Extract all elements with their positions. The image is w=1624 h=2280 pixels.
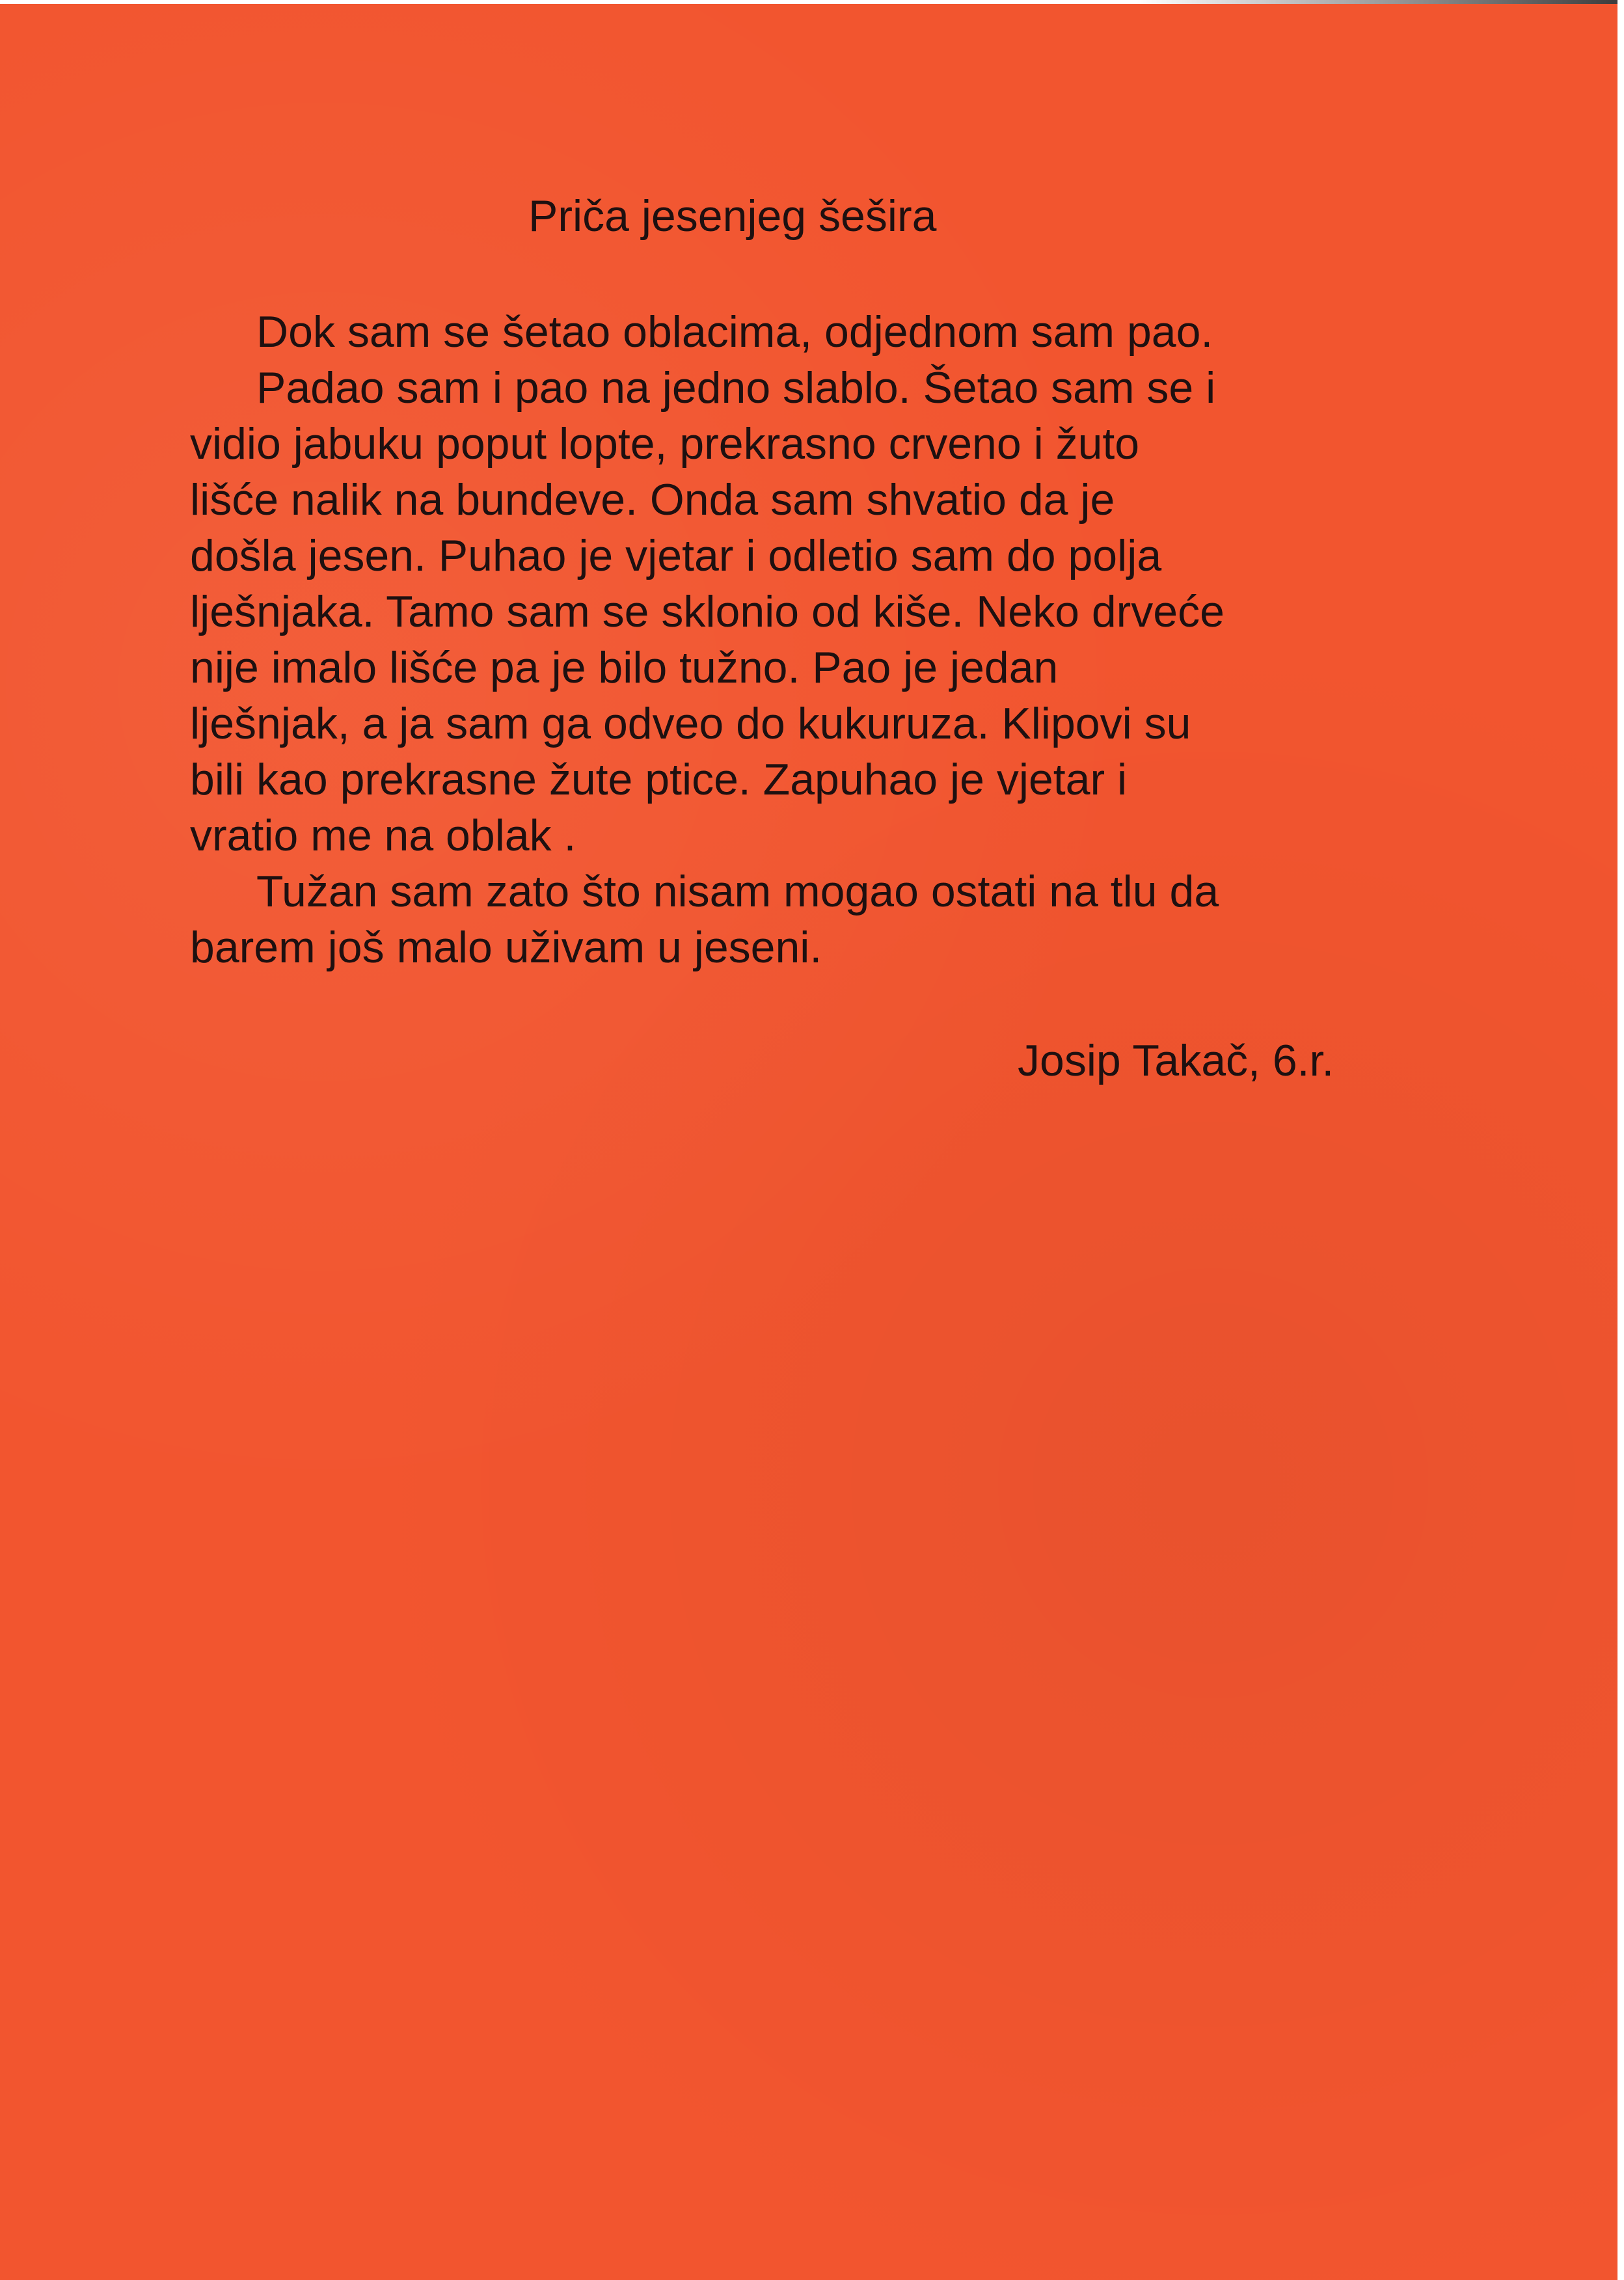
story-line: došla jesen. Puhao je vjetar i odletio sam do polja	[190, 531, 1162, 580]
story-line: vidio jabuku poput lopte, prekrasno crveno i žuto	[190, 419, 1140, 468]
story-line: Dok sam se šetao oblacima, odjednom sam pao.	[256, 307, 1213, 357]
story-line: Tužan sam zato što nisam mogao ostati na tlu da	[256, 867, 1219, 916]
story-title: Priča jesenjeg šešira	[528, 191, 937, 241]
story-line: lješnjak, a ja sam ga odveo do kukuruza. Klipovi su	[190, 699, 1191, 748]
story-line: lješnjaka. Tamo sam se sklonio od kiše. Neko drveće	[190, 587, 1225, 636]
story-line: barem još malo uživam u jeseni.	[190, 923, 822, 972]
story-line: vratio me na oblak .	[190, 811, 576, 860]
scan-right-edge	[1617, 0, 1624, 2280]
story-line: bili kao prekrasne žute ptice. Zapuhao je vjetar i	[190, 755, 1128, 804]
author-signature: Josip Takač, 6.r.	[1018, 1036, 1334, 1085]
story-line: nije imalo lišće pa je bilo tužno. Pao je jedan	[190, 643, 1059, 692]
story-line: Padao sam i pao na jedno slablo. Šetao sam se i	[256, 363, 1216, 413]
story-line: lišće nalik na bundeve. Onda sam shvatio da je	[190, 475, 1115, 524]
